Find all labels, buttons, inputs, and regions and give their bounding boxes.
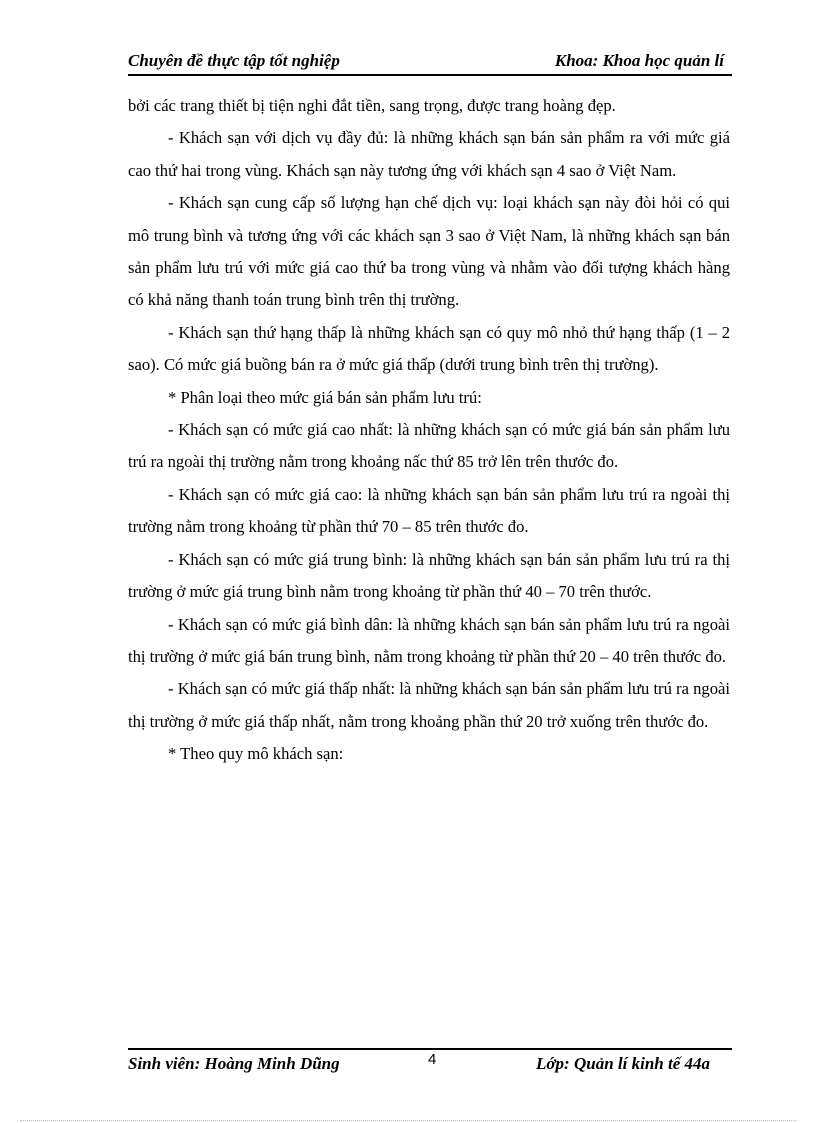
page-header — [128, 50, 732, 76]
header-title: Chuyên đề thực tập tốt nghiệp — [128, 51, 340, 70]
paragraph-scale-classification: * Theo quy mô khách sạn: — [168, 744, 344, 764]
footer-student: Sinh viên: Hoàng Minh Dũng — [128, 1054, 340, 1073]
paragraph-lowest-price: - Khách sạn có mức giá thấp nhất: là những khách sạn bán sản phẩm lưu trú ra ngoài thị trường ở mức giá thấp nhất, nằm trong khoảng phần thứ 20 trở xuống trên thước đo. — [128, 679, 730, 731]
paragraph-low-rank: - Khách sạn thứ hạng thấp là những khách sạn có quy mô nhỏ thứ hạng thấp (1 – 2 sao). Có mức giá buồng bán ra ở mức giá thấp (dưới trung bình trên thị trường). — [128, 322, 730, 375]
page-number: 4 — [428, 1051, 437, 1068]
footer-class: Lớp: Quản lí kinh tế 44a — [536, 1054, 710, 1073]
page-footer — [128, 1052, 732, 1076]
footer-divider — [128, 1048, 732, 1050]
paragraph-continuation: bởi các trang thiết bị tiện nghi đắt tiền, sang trọng, được trang hoàng đẹp. — [128, 96, 616, 115]
paragraph-highest-price: - Khách sạn có mức giá cao nhất: là những khách sạn có mức giá bán sản phẩm lưu trú ra ngoài thị trường nằm trong khoảng nấc thứ 85 trở lên trên thước đo. — [128, 420, 730, 472]
paragraph-high-price: - Khách sạn có mức giá cao: là những khách sạn bán sản phẩm lưu trú ra ngoài thị trường nằm trong khoảng từ phần thứ 70 – 85 trên thước đo. — [128, 484, 730, 537]
paragraph-medium-price: - Khách sạn có mức giá trung bình: là những khách sạn bán sản phẩm lưu trú ra thị trường ở mức giá trung bình nằm trong khoảng từ phần thứ 40 – 70 trên thước. — [128, 549, 730, 602]
paragraph-price-classification: * Phân loại theo mức giá bán sản phẩm lưu trú: — [168, 387, 482, 407]
paragraph-budget-price: - Khách sạn có mức giá bình dân: là những khách sạn bán sản phẩm lưu trú ra ngoài thị trường ở mức giá bán trung bình, nằm trong khoảng từ phần thứ 20 – 40 trên thước đo. — [128, 614, 730, 666]
paragraph-full-service: - Khách sạn với dịch vụ đầy đủ: là những khách sạn bán sản phẩm ra với mức giá cao thứ hai trong vùng. Khách sạn này tương ứng với khách sạn 4 sao ở Việt Nam. — [128, 128, 730, 180]
page-bottom-edge — [20, 1120, 796, 1121]
paragraph-limited-service: - Khách sạn cung cấp số lượng hạn chế dịch vụ: loại khách sạn này đòi hỏi có qui mô trung bình và tương ứng với các khách sạn 3 sao ở Việt Nam, là những khách sạn bán sản phẩm lưu trú với mức giá cao thứ ba trong vùng và nhằm vào đối tượng khách hàng có khả năng thanh toán trung bình trên thị trường. — [128, 193, 730, 310]
body-text — [128, 90, 730, 771]
header-faculty: Khoa: Khoa học quản lí — [554, 51, 724, 70]
